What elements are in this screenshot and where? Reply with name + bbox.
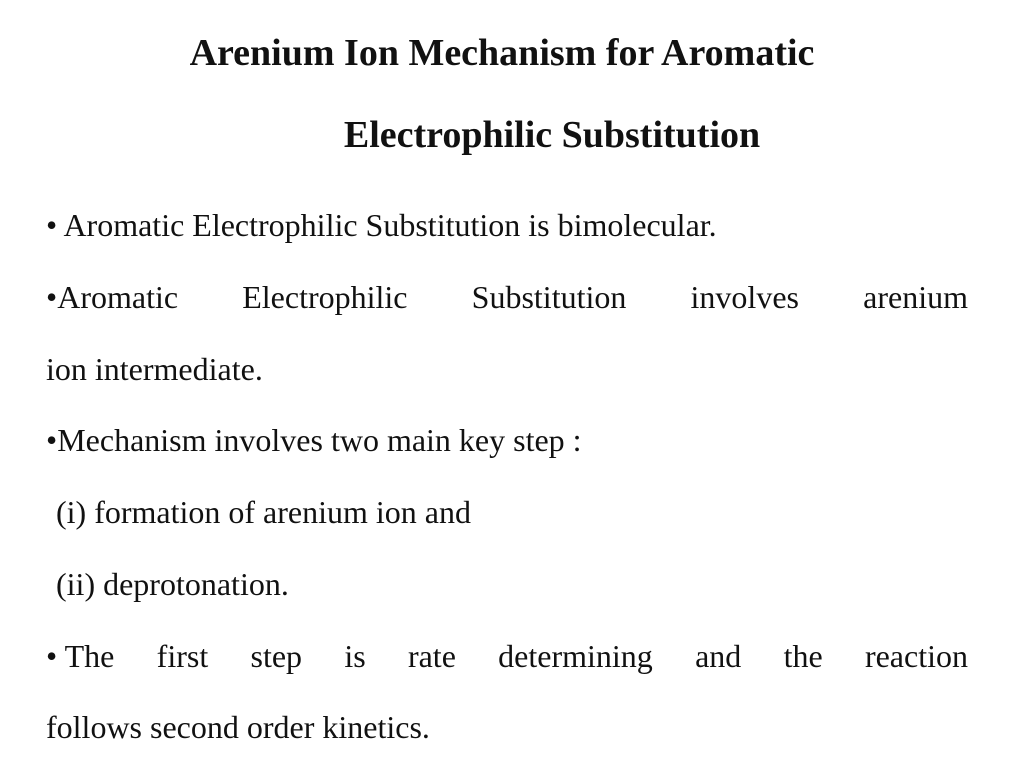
bullet-4-word: rate <box>407 638 456 674</box>
bullet-4-continuation: follows second order kinetics. <box>46 709 430 745</box>
bullet-4-word: the <box>783 638 823 674</box>
step-1: (i) formation of arenium ion and <box>56 494 471 530</box>
step-2: (ii) deprotonation. <box>56 566 289 602</box>
bullet-2 <box>46 281 968 313</box>
bullet-1: • Aromatic Electrophilic Substitution is bimolecular. <box>46 207 717 243</box>
bullet-3: •Mechanism involves two main key step : <box>46 422 582 458</box>
bullet-4-word: and <box>695 638 742 674</box>
slide-title-line-2: Electrophilic Substitution <box>343 114 761 156</box>
bullet-2-word: Substitution <box>471 279 627 315</box>
bullet-2-word: involves <box>690 279 799 315</box>
bullet-4-word: • The <box>46 638 115 674</box>
bullet-4-word: reaction <box>864 638 968 674</box>
bullet-2-word: •Aromatic <box>46 279 179 315</box>
bullet-2-continuation: ion intermediate. <box>46 351 263 387</box>
bullet-4-word: is <box>344 638 366 674</box>
bullet-4-word: determining <box>498 638 653 674</box>
bullet-4 <box>46 640 968 672</box>
bullet-4-word: first <box>156 638 209 674</box>
bullet-2-word: arenium <box>863 279 968 315</box>
slide-title-line-1: Arenium Ion Mechanism for Aromatic <box>189 32 815 74</box>
bullet-4-word: step <box>250 638 303 674</box>
bullet-2-word: Electrophilic <box>242 279 408 315</box>
